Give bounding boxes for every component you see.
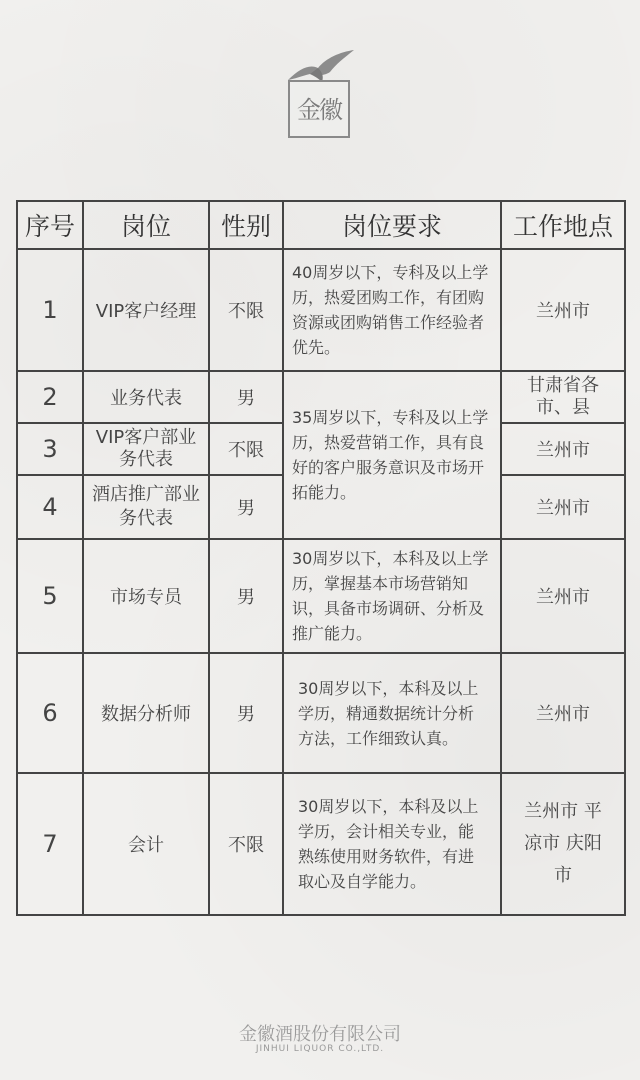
table-row [17,773,625,915]
row-location: 兰州市 [501,249,625,371]
row-position: VIP客户经理 [83,249,209,371]
table-header-row [17,201,625,249]
row-gender: 不限 [209,249,283,371]
row-gender: 男 [209,539,283,653]
table-row [17,539,625,653]
header-number: 序号 [17,201,83,249]
table-row [17,371,625,423]
row-position: 业务代表 [83,371,209,423]
footer-company-name-en: JINHUI LIQUOR CO.,LTD. [255,1044,385,1054]
row-requirement: 30周岁以下，本科及以上学历，会计相关专业，能熟练使用财务软件，有进取心及自学能力。 [283,773,501,915]
row-number: 3 [17,423,83,475]
table-row [17,249,625,371]
row-position: VIP客户部业务代表 [83,423,209,475]
footer-company-name: 金徽酒股份有限公司 [239,1024,401,1045]
row-location: 兰州市 平凉市 庆阳市 [501,773,625,915]
row-number: 5 [17,539,83,653]
row-location: 兰州市 [501,475,625,539]
row-location: 甘肃省各市、县 [501,371,625,423]
header-requirement: 岗位要求 [283,201,501,249]
header-location: 工作地点 [501,201,625,249]
row-gender: 不限 [209,423,283,475]
row-gender: 不限 [209,773,283,915]
company-logo [280,46,360,146]
row-location: 兰州市 [501,423,625,475]
row-number: 1 [17,249,83,371]
logo-text: 金徽 [297,96,341,124]
row-position: 数据分析师 [83,653,209,773]
row-number: 6 [17,653,83,773]
row-requirement: 30周岁以下，本科及以上学历，精通数据统计分析方法，工作细致认真。 [283,653,501,773]
row-position: 酒店推广部业务代表 [83,475,209,539]
row-requirement: 35周岁以下，专科及以上学历，热爱营销工作，具有良好的客户服务意识及市场开拓能力。 [283,371,501,539]
row-number: 4 [17,475,83,539]
row-location: 兰州市 [501,653,625,773]
row-position: 会计 [83,773,209,915]
row-requirement: 30周岁以下，本科及以上学历，掌握基本市场营销知识，具备市场调研、分析及推广能力。 [283,539,501,653]
row-gender: 男 [209,371,283,423]
row-gender: 男 [209,653,283,773]
row-gender: 男 [209,475,283,539]
table-row [17,653,625,773]
header-gender: 性别 [209,201,283,249]
row-requirement: 40周岁以下，专科及以上学历，热爱团购工作，有团购资源或团购销售工作经验者优先。 [283,249,501,371]
row-position: 市场专员 [83,539,209,653]
job-table [16,200,626,916]
header-position: 岗位 [83,201,209,249]
row-number: 7 [17,773,83,915]
row-number: 2 [17,371,83,423]
row-location: 兰州市 [501,539,625,653]
